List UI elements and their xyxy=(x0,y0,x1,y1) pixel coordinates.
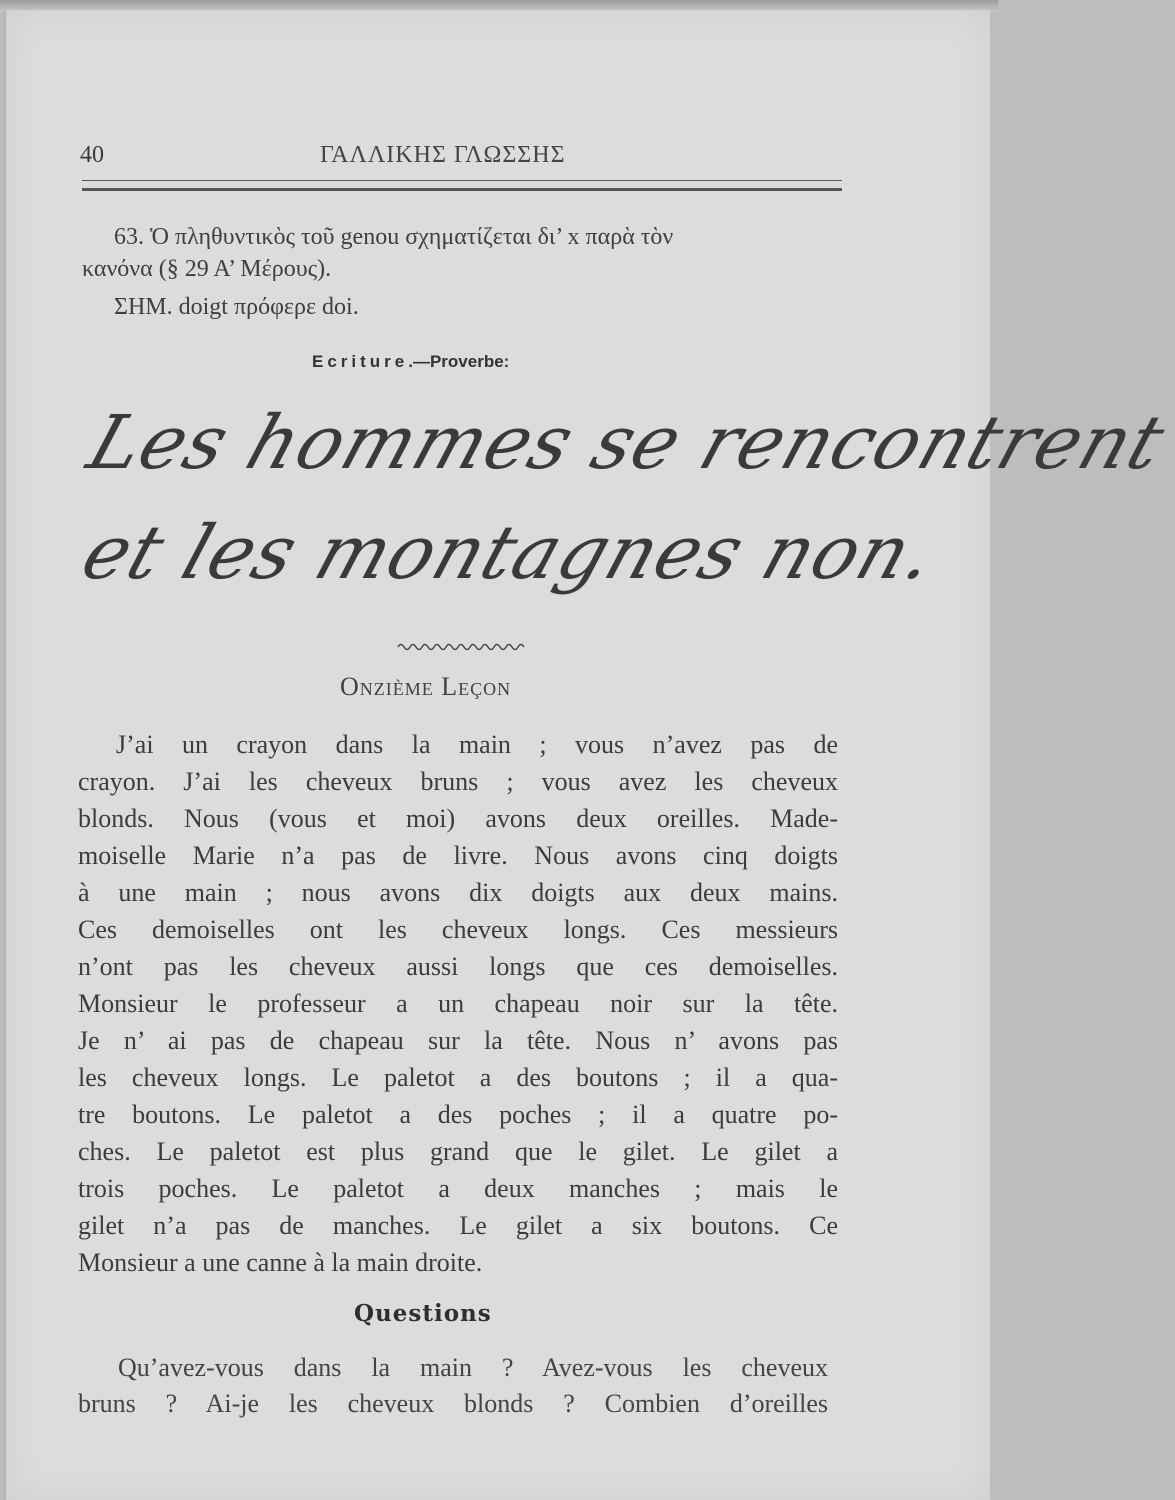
running-head: ΓΑΛΛΙΚΗΣ ΓΛΩΣΣΗΣ xyxy=(320,142,566,168)
lesson-line: n’ont pas les cheveux aussi longs que ces demoiselles. xyxy=(78,952,838,981)
ecriture-proverbe-label: .—Proverbe: xyxy=(408,352,510,371)
lesson-line: gilet n’a pas de manches. Le gilet a six boutons. Ce xyxy=(78,1211,838,1240)
lesson-line: J’ai un crayon dans la main ; vous n’avez pas de xyxy=(116,730,838,759)
questions-heading: Questions xyxy=(354,1300,492,1327)
lesson-line: moiselle Marie n’a pas de livre. Nous avons cinq doigts xyxy=(78,841,838,870)
ecriture-label: Ecriture xyxy=(312,352,409,371)
lesson-line: Monsieur a une canne à la main droite. xyxy=(78,1248,483,1277)
proverb-line-2: et les montagnes non. xyxy=(72,510,947,596)
ecriture-heading xyxy=(312,352,509,372)
lesson-title: Onzième Leçon xyxy=(340,672,512,701)
lesson-line: blonds. Nous (vous et moi) avons deux oreilles. Made- xyxy=(78,804,838,833)
rule-63-line-2: κανόνα (§ 29 Α’ Μέρους). xyxy=(82,256,332,282)
proverb-line-1: Les hommes se rencontrent xyxy=(78,400,1175,486)
header-rule xyxy=(82,180,842,191)
lesson-line: Ces demoiselles ont les cheveux longs. Ces messieurs xyxy=(78,915,838,944)
lesson-line: trois poches. Le paletot a deux manches ; mais le xyxy=(78,1174,838,1203)
lesson-line: à une main ; nous avons dix doigts aux deux mains. xyxy=(78,878,838,907)
lesson-line: tre boutons. Le paletot a des poches ; il a quatre po- xyxy=(78,1100,838,1129)
lesson-line: ches. Le paletot est plus grand que le gilet. Le gilet a xyxy=(78,1137,838,1166)
lesson-line: Monsieur le professeur a un chapeau noir sur la tête. xyxy=(78,989,838,1018)
page-number: 40 xyxy=(80,142,104,168)
lesson-line: crayon. J’ai les cheveux bruns ; vous avez les cheveux xyxy=(78,767,838,796)
wavy-divider xyxy=(398,640,528,654)
lesson-paragraph xyxy=(78,726,838,1281)
question-line: bruns ? Ai-je les cheveux blonds ? Combien d’oreilles xyxy=(78,1389,828,1418)
question-line: Qu’avez-vous dans la main ? Avez-vous les cheveux xyxy=(118,1353,828,1382)
rule-63-note: ΣΗΜ. doigt πρόφερε doi. xyxy=(114,294,359,320)
lesson-line: Je n’ ai pas de chapeau sur la tête. Nous n’ avons pas xyxy=(78,1026,838,1055)
questions-paragraph xyxy=(78,1350,828,1422)
rule-63-line-1: 63. Ὁ πληθυντικὸς τοῦ genou σχηματίζεται δι’ x παρὰ τὸν xyxy=(114,224,674,250)
page-header xyxy=(80,140,840,174)
lesson-line: les cheveux longs. Le paletot a des boutons ; il a qua- xyxy=(78,1063,838,1092)
